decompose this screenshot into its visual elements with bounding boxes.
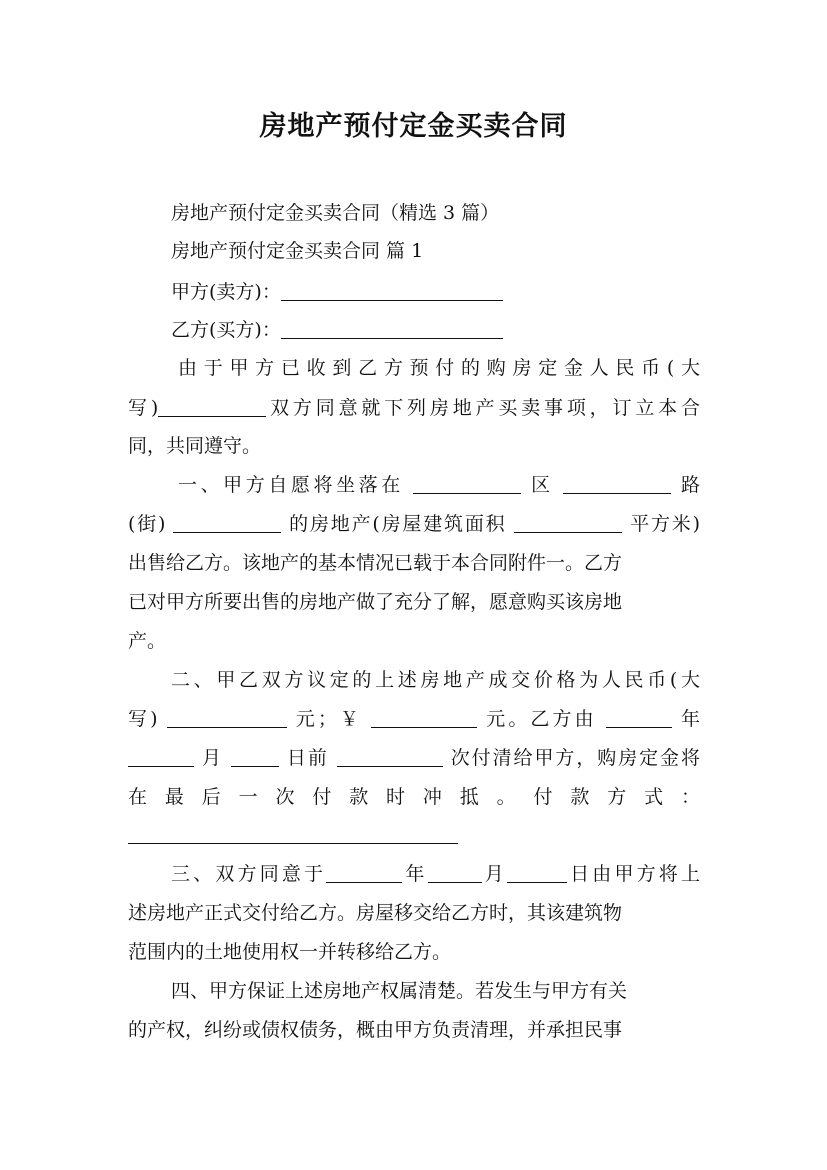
price-figures-blank xyxy=(371,709,477,728)
price-words-blank xyxy=(167,709,287,728)
p3-line-1: 二、甲乙双方议定的上述房地产成交价格为人民币(大 xyxy=(171,669,700,691)
p3-line-5 xyxy=(128,822,458,848)
p1-line-1: 由于甲方已收到乙方预付的购房定金人民币(大 xyxy=(178,357,700,379)
party-a-label: 甲方(卖方)： xyxy=(171,281,281,303)
party-a-blank xyxy=(281,282,503,301)
intro-line: 房地产预付定金买卖合同（精选 3 篇） xyxy=(171,202,500,224)
party-a-line xyxy=(171,279,503,305)
p3-line-4: 在最后一次付款时冲抵。付款方式： xyxy=(128,786,700,808)
area-blank xyxy=(514,514,622,533)
delivery-day-blank xyxy=(507,864,567,883)
document-title: 房地产预付定金买卖合同 xyxy=(259,111,568,142)
pay-month-blank xyxy=(128,748,194,767)
p5-line-1: 四、甲方保证上述房地产权属清楚。若发生与甲方有关 xyxy=(171,980,628,1002)
pay-day-blank xyxy=(231,748,279,767)
payment-method-blank xyxy=(128,825,458,844)
p1-line-3: 同，共同遵守。 xyxy=(128,435,262,457)
delivery-year-blank xyxy=(326,864,402,883)
pay-year-blank xyxy=(606,709,672,728)
p4-line-1: 三、双方同意于 年 月 日由甲方将上 xyxy=(171,863,700,885)
p1-line-2: 写) 双方同意就下列房地产买卖事项，订立本合 xyxy=(128,397,700,419)
section-heading: 房地产预付定金买卖合同 篇 1 xyxy=(171,240,424,262)
party-b-line xyxy=(171,317,503,343)
p2-line-4: 已对甲方所要出售的房地产做了充分了解，愿意购买该房地 xyxy=(128,591,623,613)
street-blank xyxy=(173,514,281,533)
p2-line-2: (街) 的房地产(房屋建筑面积 平方米) xyxy=(128,513,701,535)
installments-blank xyxy=(337,748,443,767)
p5-line-2: 的产权，纠纷或债权债务，概由甲方负责清理，并承担民事 xyxy=(128,1019,623,1041)
party-b-blank xyxy=(281,320,503,339)
p2-line-3: 出售给乙方。该地产的基本情况已载于本合同附件一。乙方 xyxy=(128,552,623,574)
p4-line-2: 述房地产正式交付给乙方。房屋移交给乙方时，其该建筑物 xyxy=(128,902,623,924)
p4-line-3: 范围内的土地使用权一并转移给乙方。 xyxy=(128,941,452,963)
p3-line-2: 写) 元；￥ 元。乙方由 年 xyxy=(128,708,700,730)
p2-line-5: 产。 xyxy=(128,630,167,652)
road-blank xyxy=(563,475,671,494)
p2-line-1: 一、甲方自愿将坐落在 区 路 xyxy=(178,474,700,496)
delivery-month-blank xyxy=(428,864,482,883)
party-b-label: 乙方(买方)： xyxy=(171,319,281,341)
district-blank xyxy=(413,475,521,494)
p3-line-3: 月 日前 次付清给甲方，购房定金将 xyxy=(128,745,700,771)
deposit-amount-blank xyxy=(158,398,266,417)
